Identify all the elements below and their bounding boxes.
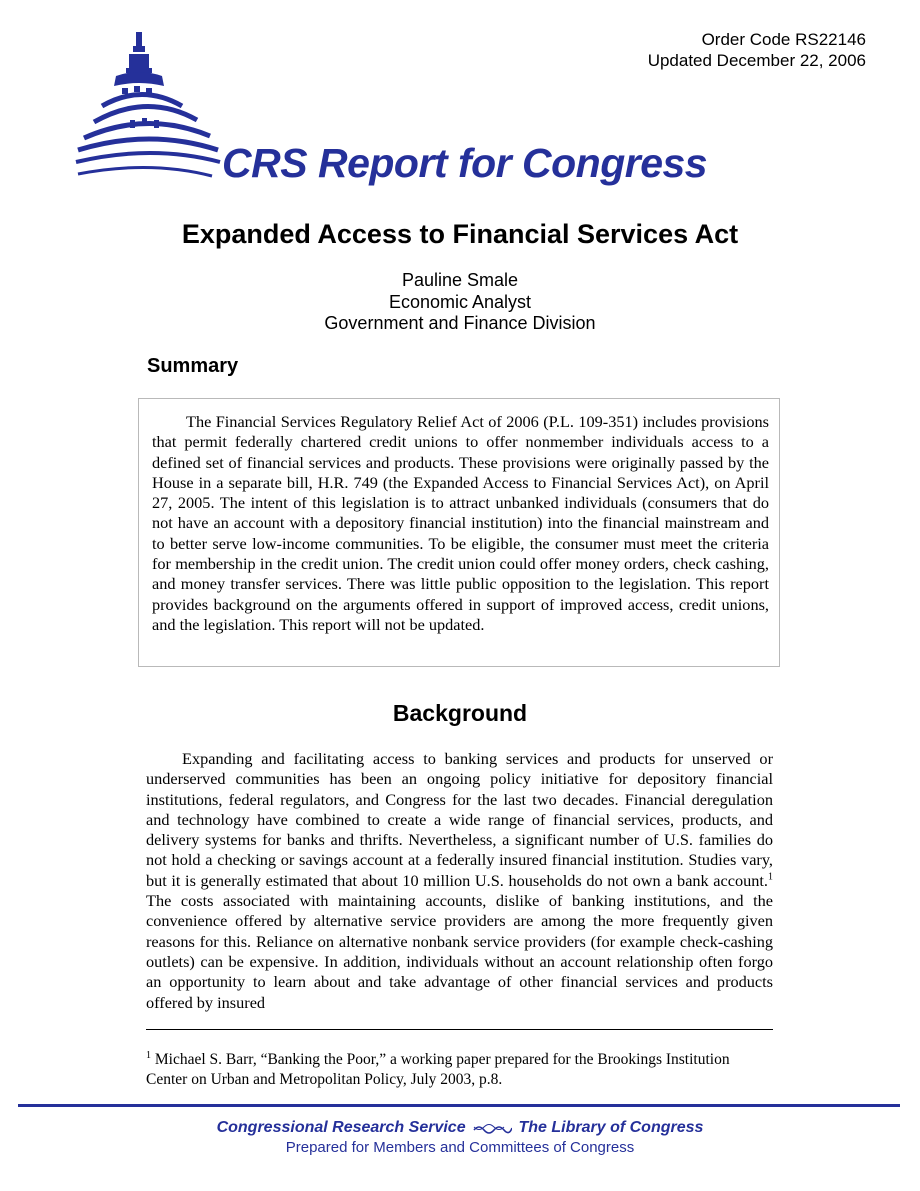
background-heading: Background <box>392 700 528 726</box>
footnote-text: Michael S. Barr, “Banking the Poor,” a working paper prepared for the Brookings Institution Center on Urban and Metropolitan Policy, July 2003, p.8. <box>146 1051 730 1088</box>
footnote <box>146 1050 773 1090</box>
author-name: Pauline Smale <box>401 270 519 290</box>
footnote-reference: 1 <box>768 871 773 883</box>
author-division: Government and Finance Division <box>324 313 596 333</box>
summary-text <box>152 412 769 635</box>
summary-body: The Financial Services Regulatory Relief Act of 2006 (P.L. 109-351) includes provisions that permit federally chartered credit unions to offer nonmember individuals access to a defined set of financial services and products. These provisions were originally passed by the House in a separate bill, H.R. 749 (the Expanded Access to Financial Services Act), on April 27, 2005. The intent of this legislation is to attract unbanked individuals (consumers that do not have an account with a depository financial institution) into the financial mainstream and to better serve low-income communities. To be eligible, the consumer must meet the criteria for membership in the credit union. The credit union could offer money orders, check cashing, and money transfer services. There was little public opposition to the legislation. This report provides background on the arguments offered in support of improved access, credit unions, and the legislation. This report will not be updated. <box>152 412 769 634</box>
document-title: Expanded Access to Financial Services Act <box>181 219 739 249</box>
background-text-part2: The costs associated with maintaining accounts, dislike of banking institutions, and the convenience offered by alternative service providers are among the more frequently given reasons for this. Reliance on alternative nonbank service providers (for example check-cashing outlets) can be expensive. In addition, individuals without an account relationship often forgo an opportunity to learn about and take advantage of other financial services and products offered by insured <box>146 891 773 1012</box>
footer-publisher-line <box>0 1119 920 1137</box>
author-block <box>0 270 920 335</box>
updated-date: Updated December 22, 2006 <box>647 51 866 70</box>
footer-divider <box>18 1104 900 1107</box>
squiggle-ornament-icon <box>472 1122 512 1134</box>
background-paragraph <box>146 749 773 1013</box>
summary-heading: Summary <box>147 355 239 377</box>
footer-crs: Congressional Research Service <box>216 1119 466 1136</box>
background-text-part1: Expanding and facilitating access to banking services and products for unserved or underserved communities has been an ongoing policy initiative for depository financial institutions, federal regulators, and Congress for the last two decades. Financial deregulation and technology have combined to create a wide range of financial services, products, and delivery systems for banks and thrifts. Nevertheless, a significant number of U.S. families do not hold a checking or savings account at a federally insured financial institution. Studies vary, but it is generally estimated that about 10 million U.S. households do not own a bank account. <box>146 749 773 890</box>
footer-loc: The Library of Congress <box>518 1119 704 1136</box>
author-role: Economic Analyst <box>388 291 532 312</box>
order-code-block <box>648 29 866 71</box>
footnote-divider <box>146 1029 773 1030</box>
footer-prepared-line: Prepared for Members and Committees of Congress <box>285 1139 635 1156</box>
order-code: Order Code RS22146 <box>701 30 866 49</box>
footnote-marker: 1 <box>146 1049 151 1061</box>
report-series-title: CRS Report for Congress <box>222 140 708 186</box>
capitol-dome-icon <box>72 28 222 188</box>
